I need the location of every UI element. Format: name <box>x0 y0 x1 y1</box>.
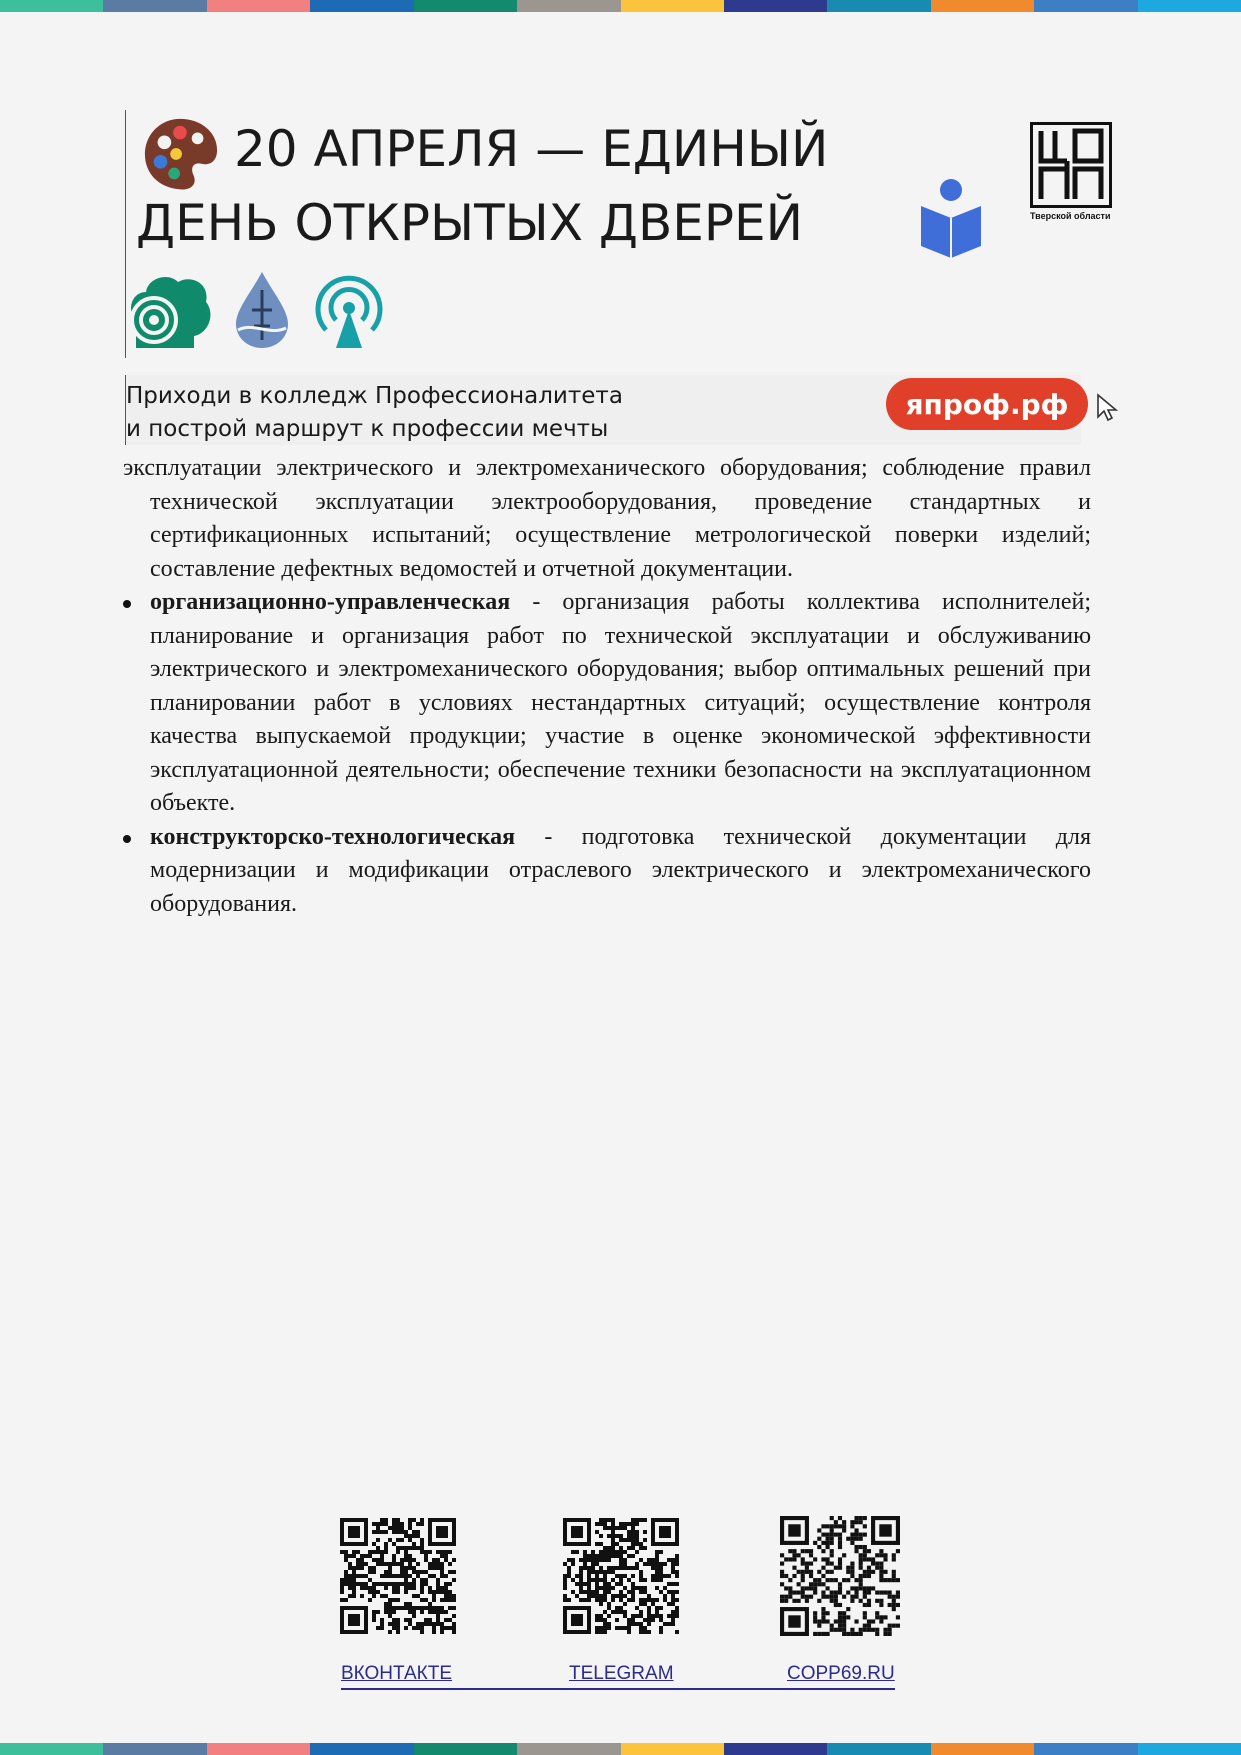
list-item-text: - подготовка технической документации для модернизации и модификации отраслевого электрического и электромеханического оборудования. <box>150 823 1091 917</box>
open-day-banner[interactable] <box>125 110 984 358</box>
list-item-term: организационно-управленческая <box>150 589 511 615</box>
stripe-segment <box>621 0 724 12</box>
bullet-icon <box>123 600 131 608</box>
antenna-icon <box>310 270 388 350</box>
list-item <box>123 586 1091 821</box>
stripe-segment <box>1138 1743 1241 1755</box>
list-item-text: - организация работы коллектива исполнителей; планирование и организация работ по технической эксплуатации и обслуживанию электрического и электромеханического оборудования; выбор оптимальных решений при планировании работ в условиях нестандартных ситуаций; осуществление контроля качества выпускаемой продукции; участие в оценке экономической эффективности эксплуатационной деятельности; обеспечение техники безопасности на эксплуатационном объекте. <box>150 589 1091 816</box>
oil-drop-icon <box>234 270 290 350</box>
stripe-segment <box>103 1743 206 1755</box>
cursor-icon <box>1096 393 1118 423</box>
promo-line-1: Приходи в колледж Профессионалитета <box>126 383 623 409</box>
stripe-segment <box>1034 1743 1137 1755</box>
stripe-segment <box>517 1743 620 1755</box>
stripe-segment <box>1034 0 1137 12</box>
palette-icon <box>141 115 219 193</box>
stripe-segment <box>0 0 103 12</box>
stripe-segment <box>931 1743 1034 1755</box>
links-underline <box>341 1688 895 1690</box>
qr-code-vk-icon[interactable] <box>340 1518 456 1634</box>
top-color-stripe <box>0 0 1241 12</box>
stripe-segment <box>0 1743 103 1755</box>
stripe-segment <box>207 0 310 12</box>
stripe-segment <box>414 1743 517 1755</box>
stripe-segment <box>517 0 620 12</box>
banner-title-line-2: ДЕНЬ ОТКРЫТЫХ ДВЕРЕЙ <box>136 194 804 252</box>
stripe-segment <box>103 0 206 12</box>
stripe-segment <box>207 1743 310 1755</box>
stripe-segment <box>931 0 1034 12</box>
document-body <box>123 452 1091 921</box>
copp-logo[interactable] <box>1030 122 1120 221</box>
yaprof-link-button[interactable]: япроф.рф <box>886 378 1088 430</box>
tree-target-icon <box>126 270 214 350</box>
copp-logo-mark <box>1033 125 1109 205</box>
qr-code-telegram-icon[interactable] <box>563 1518 679 1634</box>
promo-text <box>126 380 623 446</box>
bottom-color-stripe <box>0 1743 1241 1755</box>
site-link[interactable]: COPP69.RU <box>787 1663 895 1684</box>
stripe-segment <box>724 1743 827 1755</box>
list-item-term: конструкторско-технологическая <box>150 823 516 850</box>
stripe-segment <box>827 1743 930 1755</box>
stripe-segment <box>310 0 413 12</box>
industry-icons-row <box>126 270 388 350</box>
stripe-segment <box>724 0 827 12</box>
stripe-segment <box>621 1743 724 1755</box>
logo-caption: Тверской области <box>1030 211 1111 221</box>
reader-icon <box>919 178 983 258</box>
telegram-link[interactable]: TELEGRAM <box>569 1663 674 1684</box>
stripe-segment <box>310 1743 413 1755</box>
qr-code-site-icon[interactable] <box>780 1516 900 1636</box>
promo-line-2: и построй маршрут к профессии мечты <box>126 416 609 442</box>
promo-strip[interactable] <box>125 375 1081 445</box>
stripe-segment <box>414 0 517 12</box>
list-item <box>123 821 1091 922</box>
vk-link[interactable]: ВКОНТАКТЕ <box>341 1663 453 1684</box>
banner-title-line-1: 20 АПРЕЛЯ — ЕДИНЫЙ <box>234 120 829 178</box>
bullet-icon <box>123 835 131 843</box>
stripe-segment <box>827 0 930 12</box>
continuation-paragraph: эксплуатации электрического и электромеханического оборудования; соблюдение правил технической эксплуатации электрооборудования, проведение стандартных и сертификационных испытаний; осуществление метрологической поверки изделий; составление дефектных ведомостей и отчетной документации. <box>123 455 1091 582</box>
stripe-segment <box>1138 0 1241 12</box>
